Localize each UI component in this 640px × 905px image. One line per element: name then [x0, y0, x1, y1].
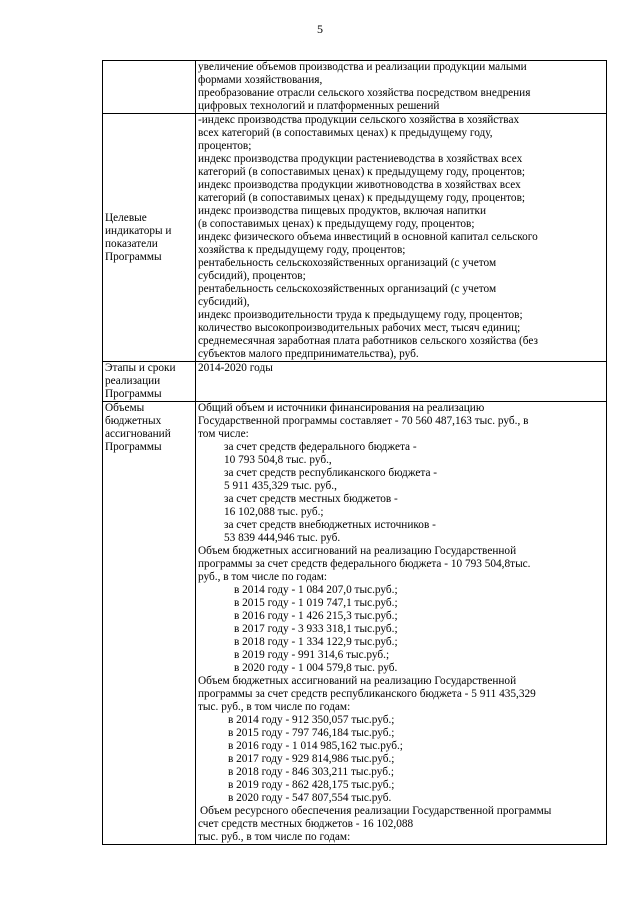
text-line: Общий объем и источники финансирования на реализацию	[198, 402, 485, 414]
text-line: всех категорий (в сопоставимых ценах) к предыдущему году,	[198, 127, 493, 139]
text-line: категорий (в сопоставимых ценах) к предыдущему году, процентов;	[198, 192, 526, 204]
text-line: тыс. руб., в том числе по годам:	[198, 831, 351, 843]
text-line: в 2018 году - 846 303,211 тыс.руб.;	[228, 766, 395, 778]
text-line: индекс производительности труда к предыдущему году, процентов;	[198, 309, 523, 321]
table-row	[103, 61, 607, 114]
program-passport-table	[102, 60, 607, 845]
text-line: том числе:	[198, 428, 249, 440]
text-line: субъектов малого предпринимательства), руб.	[198, 348, 419, 360]
text-line: в 2020 году - 547 807,554 тыс.руб.	[228, 792, 392, 804]
text-line: индекс производства продукции растениеводства в хозяйствах всех	[198, 153, 523, 165]
text-line: руб., в том числе по годам:	[198, 571, 328, 583]
text-line: Объем бюджетных ассигнований на реализацию Государственной	[198, 545, 517, 557]
row-content	[196, 114, 607, 362]
row-content	[196, 362, 607, 402]
text-line: в 2019 году - 862 428,175 тыс.руб.;	[228, 779, 395, 791]
row-content	[196, 61, 607, 114]
row-label: Этапы и сроки реализации Программы	[103, 362, 196, 402]
text-line: в 2019 году - 991 314,6 тыс.руб.;	[234, 649, 390, 661]
text-line: количество высокопроизводительных рабочих мест, тысяч единиц;	[198, 322, 521, 334]
text-line: в 2017 году - 929 814,986 тыс.руб.;	[228, 753, 395, 765]
text-line: в 2018 году - 1 334 122,9 тыс.руб.;	[234, 636, 398, 648]
text-line: в 2017 году - 3 933 318,1 тыс.руб.;	[234, 623, 398, 635]
text-line: 53 839 444,946 тыс. руб.	[224, 532, 341, 544]
table-row	[103, 114, 607, 362]
text-line: (в сопоставимых ценах) к предыдущему году, процентов;	[198, 218, 475, 230]
text-line: 2014-2020 годы	[198, 362, 273, 374]
text-line: программы за счет средств федерального бюджета - 10 793 504,8тыс.	[198, 558, 531, 570]
row-label: Объемы бюджетных ассигнований Программы	[103, 402, 196, 845]
text-line: счет средств местных бюджетов - 16 102,088	[198, 818, 414, 830]
text-line: 5 911 435,329 тыс. руб.,	[224, 480, 337, 492]
text-line: увеличение объемов производства и реализации продукции малыми	[198, 61, 527, 73]
text-line: процентов;	[198, 140, 252, 152]
text-line: Государственной программы составляет - 70 560 487,163 тыс. руб., в	[198, 415, 529, 427]
text-line: индекс производства пищевых продуктов, включая напитки	[198, 205, 487, 217]
text-line: тыс. руб., в том числе по годам:	[198, 701, 351, 713]
table-row	[103, 362, 607, 402]
text-line: рентабельность сельскохозяйственных организаций (с учетом	[198, 283, 497, 295]
text-line: за счет средств федерального бюджета -	[224, 441, 417, 453]
table-row	[103, 402, 607, 845]
text-line: хозяйства к предыдущему году, процентов;	[198, 244, 406, 256]
text-line: рентабельность сельскохозяйственных организаций (с учетом	[198, 257, 497, 269]
text-line: 10 793 504,8 тыс. руб.,	[224, 454, 332, 466]
text-line: в 2015 году - 797 746,184 тыс.руб.;	[228, 727, 395, 739]
row-label: Целевые индикаторы и показатели Программы	[103, 114, 196, 362]
text-line: индекс производства продукции животноводства в хозяйствах всех	[198, 179, 521, 191]
text-line: -индекс производства продукции сельского хозяйства в хозяйствах	[198, 114, 520, 126]
row-label	[103, 61, 196, 114]
text-line: программы за счет средств республиканского бюджета - 5 911 435,329	[198, 688, 536, 700]
row-content	[196, 402, 607, 845]
text-line: Объем бюджетных ассигнований на реализацию Государственной	[198, 675, 517, 687]
text-line: среднемесячная заработная плата работников сельского хозяйства (без	[198, 335, 539, 347]
text-line: в 2016 году - 1 014 985,162 тыс.руб.;	[228, 740, 403, 752]
text-line: цифровых технологий и платформенных решений	[198, 100, 440, 112]
text-line: индекс физического объема инвестиций в основной капитал сельского	[198, 231, 538, 243]
text-line: субсидий), процентов;	[198, 270, 306, 282]
text-line: Объем ресурсного обеспечения реализации Государственной программы	[200, 805, 552, 817]
text-line: преобразование отрасли сельского хозяйства посредством внедрения	[198, 87, 531, 99]
text-line: за счет средств местных бюджетов -	[224, 493, 398, 505]
text-line: за счет средств республиканского бюджета -	[224, 467, 438, 479]
text-line: в 2016 году - 1 426 215,3 тыс.руб.;	[234, 610, 398, 622]
text-line: в 2014 году - 912 350,057 тыс.руб.;	[228, 714, 395, 726]
text-line: в 2020 году - 1 004 579,8 тыс. руб.	[234, 662, 398, 674]
text-line: категорий (в сопоставимых ценах) к предыдущему году, процентов;	[198, 166, 526, 178]
text-line: за счет средств внебюджетных источников -	[224, 519, 436, 531]
text-line: субсидий),	[198, 296, 250, 308]
text-line: в 2015 году - 1 019 747,1 тыс.руб.;	[234, 597, 398, 609]
text-line: 16 102,088 тыс. руб.;	[224, 506, 324, 518]
text-line: в 2014 году - 1 084 207,0 тыс.руб.;	[234, 584, 398, 596]
page-number: 5	[317, 22, 323, 36]
text-line: формами хозяйствования,	[198, 74, 323, 86]
